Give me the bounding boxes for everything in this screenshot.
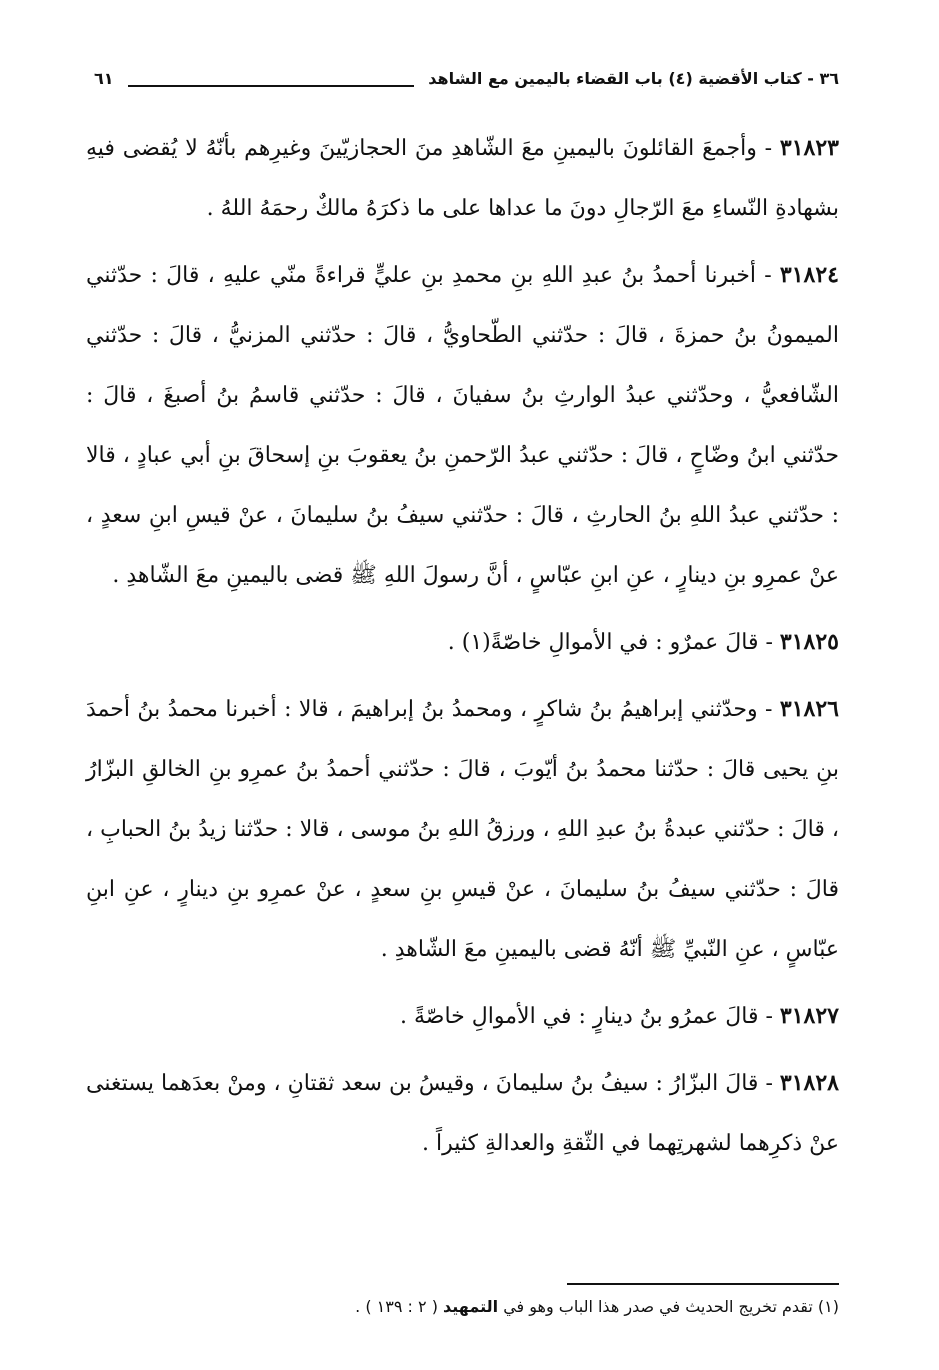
- paragraph-31828: [86, 1053, 839, 1174]
- main-text: [86, 118, 839, 1180]
- paragraph-text: - وحدّثني إبراهيمُ بنُ شاكرٍ ، ومحمدُ بنُ إبراهيمَ ، قالا : أخبرنا محمدُ بنُ أحمدَ بنِ يحيى قالَ : حدّثنا محمدُ بنُ أيّوبَ ، قالَ : حدّثني أحمدُ بنُ عمرِو بنِ الخالقِ البزّارُ ، قالَ : حدّثني عبدةُ بنُ عبدِ اللهِ ، ورزقُ اللهِ بنُ موسى ، قالا : حدّثنا زيدُ بنُ الحبابِ ، قالَ : حدّثني سيفُ بنُ سليمانَ ، عنْ قيسِ بنِ سعدٍ ، عنْ عمرِو بنِ دينارٍ ، عنِ ابنِ عبّاسٍ ، عنِ النّبيِّ ﷺ أنّهُ قضى باليمينِ معَ الشّاهدِ .: [86, 697, 839, 962]
- page-number: ٦١: [94, 68, 114, 88]
- paragraph-text: - قالَ عمرٌو : في الأموالِ خاصّةً(١) .: [447, 630, 780, 655]
- paragraph-31824: [86, 245, 839, 606]
- paragraph-number: ٣١٨٢٥: [779, 629, 839, 655]
- footnote-text-before: (١) تقدم تخريج الحديث في صدر هذا الباب وهو في: [498, 1297, 839, 1316]
- paragraph-text: - أخبرنا أحمدُ بنُ عبدِ اللهِ بنِ محمدِ بنِ عليٍّ قراءةً منّي عليهِ ، قالَ : حدّثني الميمونُ بنُ حمزةَ ، قالَ : حدّثني الطّحاويُّ ، قالَ : حدّثني المزنيُّ ، قالَ : حدّثني الشّافعيُّ ، وحدّثني عبدُ الوارثِ بنُ سفيانَ ، قالَ : حدّثني قاسمُ بنُ أصبغَ ، قالَ : حدّثني ابنُ وضّاحٍ ، قالَ : حدّثني عبدُ الرّحمنِ بنُ يعقوبَ بنِ إسحاقَ بنِ أبي عبادٍ ، قالا : حدّثني عبدُ اللهِ بنُ الحارثِ ، قالَ : حدّثني سيفُ بنُ سليمانَ ، عنْ قيسِ ابنِ سعدٍ ، عنْ عمرِو بنِ دينارٍ ، عنِ ابنِ عبّاسٍ ، أنَّ رسولَ اللهِ ﷺ قضى باليمينِ معَ الشّاهدِ .: [86, 263, 839, 588]
- paragraph-number: ٣١٨٢٧: [779, 1003, 839, 1029]
- paragraph-number: ٣١٨٢٤: [779, 262, 839, 288]
- paragraph-31827: [86, 986, 839, 1047]
- paragraph-text: - قالَ عمرُو بنُ دينارٍ : في الأموالِ خاصّةً .: [400, 1004, 780, 1029]
- header-title: ٣٦ - كتاب الأقضية (٤) باب القضاء باليمين مع الشاهد: [428, 68, 839, 88]
- paragraph-31825: [86, 612, 839, 673]
- paragraph-number: ٣١٨٢٣: [779, 135, 839, 161]
- paragraph-number: ٣١٨٢٦: [779, 696, 839, 722]
- footnote-book-title: التمهيد: [443, 1297, 499, 1316]
- footnote: [86, 1292, 839, 1322]
- footnote-text-after: ( ٢ : ١٣٩ ) .: [355, 1297, 444, 1316]
- paragraph-text: - قالَ البزّارُ : سيفُ بنُ سليمانَ ، وقيسُ بن سعد ثقتانِ ، ومنْ بعدَهما يستغنى عنْ ذكرِهما لشهرتِهما في الثّقةِ والعدالةِ كثيراً .: [86, 1071, 839, 1156]
- footnote-rule: [567, 1283, 839, 1285]
- paragraph-number: ٣١٨٢٨: [779, 1070, 839, 1096]
- paragraph-text: - وأجمعَ القائلونَ باليمينِ معَ الشّاهدِ منَ الحجازيّينَ وغيرِهم بأنّهُ لا يُقضى فيهِ بشهادةِ النّساءِ معَ الرّجالِ دونَ ما عداها على ما ذكرَهُ مالكٌ رحمَهُ اللهُ .: [86, 136, 839, 221]
- running-header: [94, 58, 839, 98]
- header-rule: [128, 85, 415, 87]
- paragraph-31823: [86, 118, 839, 239]
- paragraph-31826: [86, 679, 839, 980]
